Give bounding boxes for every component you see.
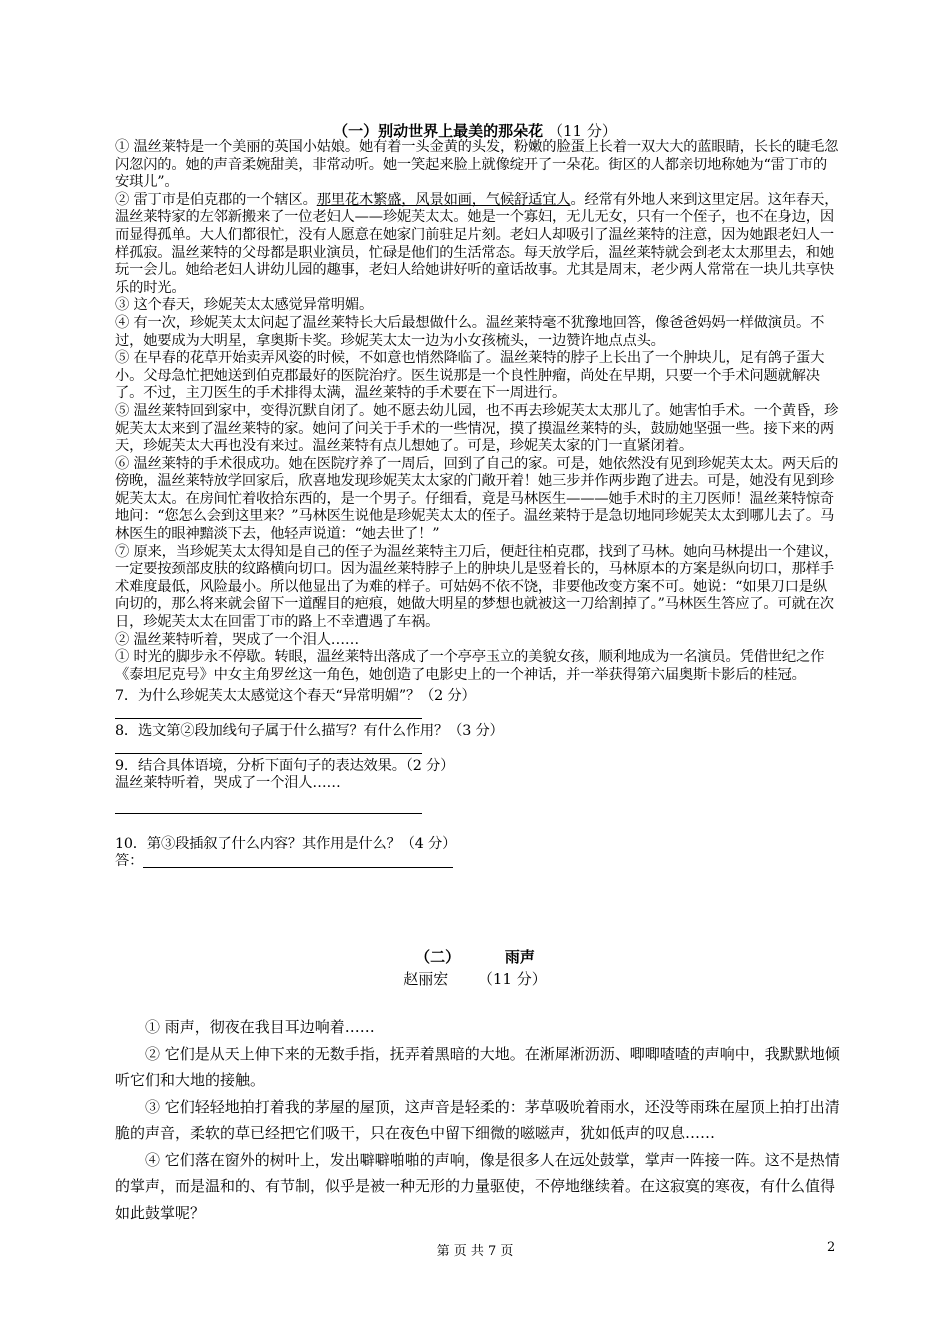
section1-body [115,139,840,871]
answer-line-10[interactable] [143,867,453,868]
s1-paragraph-10: ① 时光的脚步永不停歇。转眼，温丝莱特出落成了一个亭亭玉立的美貌女孩，顺利地成为一名演员。凭借世纪之作《泰坦尼克号》中女主角罗丝这一角色，她创造了电影史上的一个神话，并一举获得第六届奥斯卡影后的桂冠。 [115,649,825,683]
s1-paragraph-9: ② 温丝莱特听着，哭成了一个泪人…… [115,631,359,648]
s2-paragraph-3: ③ 它们轻轻地拍打着我的茅屋的屋顶，这声音是轻柔的：茅草吸吮着雨水，还没等雨珠在屋顶上拍打出清脆的声音，柔软的草已经把它们吸干，只在夜色中留下细微的嗞嗞声，犹如低声的叹息…… [115,1097,840,1142]
question-10: 10．第③段插叙了什么内容？其作用是什么？（4 分） [115,835,457,852]
section1-title [115,121,835,141]
s2-paragraph-2: ② 它们是从天上伸下来的无数手指，抚弄着黑暗的大地。在淅犀淅沥沥、唧唧喳喳的声响中，我默默地倾听它们和大地的接触。 [115,1044,840,1089]
page-number: 2 [827,1240,836,1255]
s1-p2-after: 。经常有外地人来到这里定居。这年春天，温丝莱特家的左邻新搬来了一位老妇人——珍妮芙太太。她是一个寡妇，无儿无女，只有一个侄子，也不在身边，因而显得孤单。大人们都很忙，没有人愿意在她家门前驻足片刻。老妇人却吸引了温丝莱特的注意，因为她跟老妇人一样孤寂。温丝莱特的父母都是职业演员，忙碌是他们的生活常态。每天放学后，温丝莱特就会到老太太那里去，和她玩一会儿。她给老妇人讲幼儿园的趣事，老妇人给她讲好听的童话故事。尤其是周末，老少两人常常在一块儿共享快乐的时光。 [115,191,839,296]
s1-p2-before: ② 雷丁市是伯克郡的一个辖区。 [115,191,317,208]
s1-paragraph-6: ⑤ 温丝莱特回到家中，变得沉默自闭了。她不愿去幼儿园，也不再去珍妮芙太太那儿了。她害怕手术。一个黄昏，珍妮芙太太来到了温丝莱特的家。她问了问关于手术的一些情况，摸了摸温丝莱特的头，鼓励她坚强一些。接下来的两天，珍妮芙太大再也没有来过。温丝莱特有点儿想她了。可是，珍妮芙太家的门一直紧闭着。 [115,402,839,455]
answer-line-7[interactable] [115,718,422,719]
section2-byline [115,969,835,989]
s2-paragraph-1: ① 雨声，彻夜在我目耳边响着…… [145,1018,375,1036]
answer-line-9[interactable] [115,813,422,814]
question-9-quote: 温丝莱特听着，哭成了一个泪人…… [115,775,341,792]
s1-paragraph-8: ⑦ 原来，当珍妮芙太太得知是自己的侄子为温丝莱特主刀后，便赶往柏克郡，找到了马林。她向马林提出一个建议，一定要按颈部皮肤的纹路横向切口。因为温丝莱特脖子上的肿块儿是竖着长的，马林原本的方案是纵向切口，那样手术难度最低，风险最小。所以他显出了为难的样子。可姑妈不依不饶，非要他改变方案不可。她说：“如果刀口是纵向切的，那么将来就会留下一道醒目的疤痕，她做大明星的梦想也就被这一刀给割掉了。”马林医生答应了。可就在次日，珍妮芙太太在回雷丁市的路上不幸遭遇了车祸。 [115,543,839,631]
question-7: 7．为什么珍妮芙太太感觉这个春天“异常明媚”？（2 分） [115,688,476,705]
section2-author: 赵丽宏 [403,970,449,988]
s1-paragraph-7: ⑥ 温丝莱特的手术很成功。她在医院疗养了一周后，回到了自己的家。可是，她依然没有见到珍妮芙太太。两天后的傍晚，温丝莱特放学回家后，欣喜地发现珍妮芙太太家的门敞开着！她三步并作两步跑了进去。可是，她没有见到珍妮芙太太。在房间忙着收拾东西的，是一个男子。仔细看，竟是马林医生———她手术时的主刀医师！温丝莱特惊奇地问：“您怎么会到这里来？”马林医生说他是珍妮芙太太的侄子。温丝莱特于是急切地同珍妮芙太太到哪儿去了。马林医生的眼神黯淡下去，他轻声说道：“她去世了！” [115,455,839,543]
section2-title-name: 雨声 [504,948,535,966]
s1-paragraph-5: ⑤ 在早春的花草开始卖弄风姿的时候，不如意也悄然降临了。温丝莱特的脖子上长出了一个肿块儿，足有鸽子蛋大小。父母急忙把她送到伯克郡最好的医院治疗。医生说那是一个良性肿瘤，尚处在早期，只要一个手术问题就解决了。不过，主刀医生的手术排得太满，温丝莱特的手术要在下一周进行。 [115,350,825,402]
page-footer: 第 页 共 7 页 [436,1244,514,1259]
section2-title [115,947,835,967]
s1-paragraph-1: ① 温丝莱特是一个美丽的英国小姑娘。她有着一头金黄的头发，粉嫩的脸蛋上长着一双大大的蓝眼睛，长长的睫毛忽闪忽闪的。她的声音柔婉甜美，非常动听。她一笑起来脸上就像绽开了一朵花。街区的人都亲切地称她为“雷丁市的安琪儿”。 [115,139,839,191]
s1-p2-underlined-sentence: 那里花木繁盛，风景如画，气候舒适宜人 [316,191,571,208]
section2-body [115,1014,840,1226]
s2-paragraph-4: ④ 它们落在窗外的树叶上，发出噼噼啪啪的声响，像是很多人在远处鼓掌，掌声一阵接一阵。这不是热情的掌声，而是温和的、有节制，似乎是被一种无形的力量驱使，不停地继续着。在这寂寞的寒夜，有什么值得如此鼓掌呢？ [115,1150,840,1222]
s1-paragraph-4: ④ 有一次，珍妮芙太太问起了温丝莱特长大后最想做什么。温丝莱特毫不犹豫地回答，像爸爸妈妈一样做演员。不过，她要成为大明星，拿奥斯卡奖。珍妮芙太太一边为小女孩梳头，一边赞许地点点头。 [115,314,825,349]
question-9: 9．结合具体语境，分析下面句子的表达效果。（2 分） [115,757,455,774]
s1-paragraph-2 [115,192,840,298]
answer-line-8[interactable] [115,753,422,754]
section1-title-main: （一）别动世界上最美的那朵花 [333,122,544,140]
section1-title-score: （11 分） [547,122,617,140]
section2-title-num: （二） [415,948,461,966]
s1-paragraph-3: ③ 这个春天，珍妮芙太太感觉异常明媚。 [115,297,374,314]
answer-row-10 [115,853,840,871]
answer-label-10: 答： [115,853,144,870]
section2-score: （11 分） [477,970,547,988]
question-8: 8．选文第②段加线句子属于什么描写？有什么作用？（3 分） [115,723,504,739]
